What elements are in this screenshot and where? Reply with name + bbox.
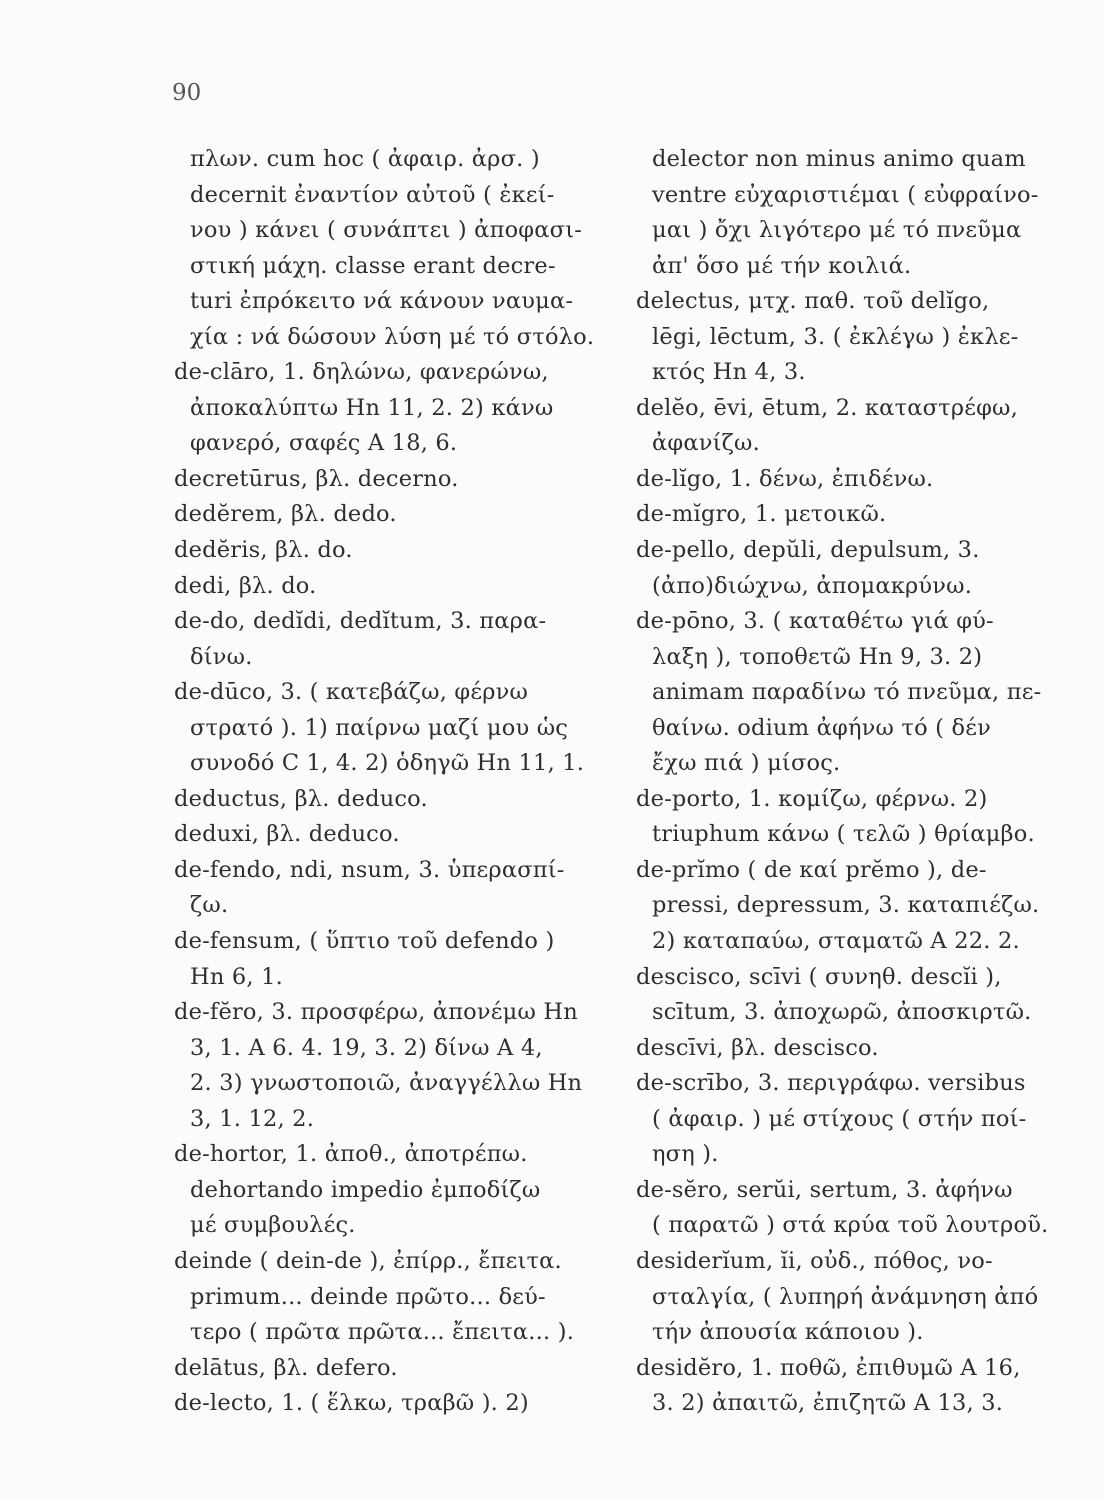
dictionary-line: de-fendo, ndi, nsum, 3. ὑπερασπί- — [174, 856, 565, 883]
dictionary-line: turi ἐπρόκειτο νά κάνουν ναυμα- — [190, 288, 574, 315]
dictionary-line: triuphum κάνω ( τελῶ ) θρίαμβο. — [652, 821, 1035, 848]
dictionary-line: descīvi, βλ. descisco. — [636, 1034, 879, 1061]
dictionary-line: de-sĕro, serŭi, sertum, 3. ἀφήνω — [636, 1176, 1013, 1203]
dictionary-line: dedĕris, βλ. do. — [174, 537, 353, 564]
dictionary-line: σταλγία, ( λυπηρή ἀνάμνηση ἀπό — [652, 1283, 1039, 1310]
dictionary-line: de-fĕro, 3. προσφέρω, ἀπονέμω Hn — [174, 999, 578, 1026]
dictionary-line: 3, 1. A 6. 4. 19, 3. 2) δίνω A 4, — [190, 1034, 543, 1061]
dictionary-line: μέ συμβουλές. — [190, 1212, 356, 1239]
dictionary-line: ηση ). — [652, 1141, 719, 1168]
dictionary-line: φανερό, σαφές A 18, 6. — [190, 430, 458, 457]
dictionary-line: dedi, βλ. do. — [174, 572, 317, 599]
page-number: 90 — [172, 80, 202, 106]
dictionary-line: 2) καταπαύω, σταματῶ A 22. 2. — [652, 928, 1020, 955]
dictionary-line: νου ) κάνει ( συνάπτει ) ἀποφασι- — [190, 217, 583, 244]
dictionary-line: delector non minus animo quam — [652, 146, 1026, 172]
dictionary-line: 3. 2) ἀπαιτῶ, ἐπιζητῶ A 13, 3. — [652, 1390, 1004, 1417]
dictionary-line: dedĕrem, βλ. dedo. — [174, 501, 397, 528]
dictionary-line: decretūrus, βλ. decerno. — [174, 465, 459, 492]
dictionary-line: ventre εὐχαριστιέμαι ( εὐφραίνο- — [652, 181, 1039, 208]
dictionary-line: ἀπ' ὅσο μέ τήν κοιλιά. — [652, 252, 912, 279]
dictionary-line: de-lecto, 1. ( ἕλκω, τραβῶ ). 2) — [174, 1390, 529, 1417]
dictionary-line: desidĕro, 1. ποθῶ, ἐπιθυμῶ A 16, — [636, 1354, 1021, 1381]
dictionary-line: pressi, depressum, 3. καταπιέζω. — [652, 892, 1040, 919]
dictionary-line: de-hortor, 1. ἀποθ., ἀποτρέπω. — [174, 1141, 528, 1168]
dictionary-line: dehortando impedio ἐμποδίζω — [190, 1176, 541, 1203]
dictionary-line: (ἀπο)διώχνω, ἀπομακρύνω. — [652, 572, 973, 599]
dictionary-line: de-lĭgo, 1. δένω, ἐπιδένω. — [636, 465, 934, 492]
dictionary-line: τήν ἀπουσία κάποιου ). — [652, 1319, 924, 1346]
dictionary-line: scītum, 3. ἀποχωρῶ, ἀποσκιρτῶ. — [652, 999, 1032, 1026]
dictionary-line: δίνω. — [190, 643, 253, 670]
dictionary-line: de-pello, depŭli, depulsum, 3. — [636, 537, 980, 564]
dictionary-line: decernit ἐναντίον αὐτοῦ ( ἐκεί- — [190, 181, 555, 208]
dictionary-line: λαξη ), τοποθετῶ Hn 9, 3. 2) — [652, 643, 983, 670]
dictionary-line: de-mĭgro, 1. μετοικῶ. — [636, 501, 887, 528]
dictionary-line: deinde ( dein-de ), ἐπίρρ., ἔπειτα. — [174, 1247, 562, 1274]
dictionary-line: τερο ( πρῶτα πρῶτα... ἔπειτα... ). — [190, 1319, 575, 1346]
dictionary-line: ἀφανίζω. — [652, 430, 760, 457]
dictionary-line: descisco, scīvi ( συνηθ. descĭi ), — [636, 963, 1002, 990]
left-column — [174, 142, 614, 1422]
dictionary-line: de-prĭmo ( de καί prĕmo ), de- — [636, 856, 987, 883]
dictionary-line: 3, 1. 12, 2. — [190, 1105, 315, 1132]
dictionary-line: στρατό ). 1) παίρνω μαζί μου ὡς — [190, 714, 569, 741]
dictionary-line: στική μάχη. classe erant decre- — [190, 252, 556, 279]
dictionary-line: θαίνω. odium ἀφήνω τό ( δέν — [652, 714, 991, 741]
dictionary-line: κτός Hn 4, 3. — [652, 359, 806, 386]
dictionary-line: de-fensum, ( ὕπτιο τοῦ defendo ) — [174, 928, 555, 955]
dictionary-line: ἔχω πιά ) μίσος. — [652, 750, 841, 777]
dictionary-line: ( παρατῶ ) στά κρύα τοῦ λουτροῦ. — [652, 1212, 1049, 1239]
dictionary-line: de-clāro, 1. δηλώνω, φανερώνω, — [174, 359, 549, 386]
dictionary-line: delectus, μτχ. παθ. τοῦ delĭgo, — [636, 288, 990, 315]
dictionary-line: deduxi, βλ. deduco. — [174, 821, 400, 848]
dictionary-line: de-pōno, 3. ( καταθέτω γιά φύ- — [636, 608, 994, 635]
dictionary-line: de-scrībo, 3. περιγράφω. versibus — [636, 1070, 1026, 1097]
dictionary-line: deductus, βλ. deduco. — [174, 785, 428, 812]
dictionary-line: ( ἀφαιρ. ) μέ στίχους ( στήν ποί- — [652, 1105, 1027, 1132]
dictionary-line: μαι ) ὄχι λιγότερο μέ τό πνεῦμα — [652, 217, 1022, 244]
dictionary-line: de-do, dedĭdi, dedĭtum, 3. παρα- — [174, 608, 547, 635]
dictionary-line: animam παραδίνω τό πνεῦμα, πε- — [652, 679, 1042, 706]
dictionary-line: χία : νά δώσουν λύση μέ τό στόλο. — [190, 323, 595, 350]
dictionary-line: de-porto, 1. κομίζω, φέρνω. 2) — [636, 785, 988, 812]
dictionary-line: συνοδό C 1, 4. 2) ὁδηγῶ Hn 11, 1. — [190, 750, 585, 777]
right-column — [636, 142, 1076, 1422]
dictionary-line: desiderĭum, ĭi, οὐδ., πόθος, νο- — [636, 1247, 993, 1274]
dictionary-line: Hn 6, 1. — [190, 963, 283, 990]
dictionary-line: delātus, βλ. defero. — [174, 1354, 398, 1381]
dictionary-line: delĕo, ēvi, ētum, 2. καταστρέφω, — [636, 394, 1018, 421]
dictionary-line: primum... deinde πρῶτο... δεύ- — [190, 1283, 546, 1310]
dictionary-line: ζω. — [190, 892, 229, 919]
dictionary-line: lēgi, lēctum, 3. ( ἐκλέγω ) ἐκλε- — [652, 323, 1019, 350]
dictionary-line: πλων. cum hoc ( ἀφαιρ. ἀρσ. ) — [190, 146, 540, 172]
dictionary-line: 2. 3) γνωστοποιῶ, ἀναγγέλλω Hn — [190, 1070, 583, 1097]
dictionary-line: de-dūco, 3. ( κατεβάζω, φέρνω — [174, 679, 529, 706]
dictionary-line: ἀποκαλύπτω Hn 11, 2. 2) κάνω — [190, 394, 554, 421]
